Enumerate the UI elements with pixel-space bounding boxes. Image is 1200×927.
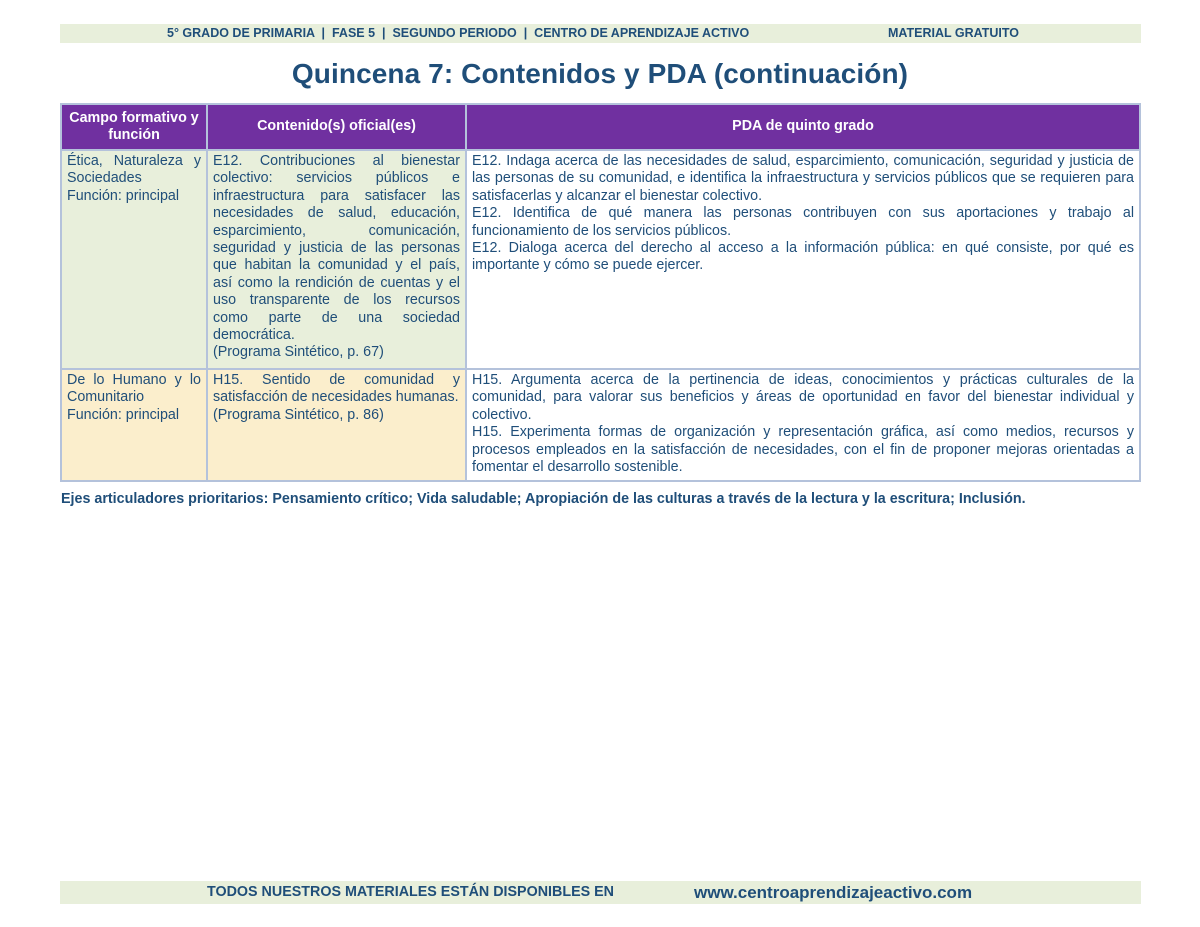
contenido-reference: (Programa Sintético, p. 86) [213,406,384,423]
campo-cell [61,150,207,369]
pda-cell [466,369,1140,481]
free-material-label: MATERIAL GRATUITO [888,26,1020,40]
pda-item: E12. Indaga acerca de las necesidades de salud, esparcimiento, comunicación, seguridad y justicia de las personas de su comunidad, e identifica la infraestructura y servicios públicos que se requieren para satisfacerlas y alcanzar el bienestar colectivo. [472,153,1134,204]
header-bar [60,24,1141,43]
website-link[interactable]: www.centroaprendizajeactivo.com [694,883,973,902]
table-header-row [61,104,1140,150]
contents-table [60,103,1141,482]
header-pda: PDA de quinto grado [466,104,1140,150]
footer-text: TODOS NUESTROS MATERIALES ESTÁN DISPONIBLES EN [207,884,614,900]
campo-name: Ética, Naturaleza y Sociedades [67,153,201,187]
campo-name: De lo Humano y lo Comunitario [67,372,201,406]
footer-bar [60,881,1141,904]
header-campo: Campo formativo y función [61,104,207,150]
campo-function: Función: principal [67,406,180,423]
contenido-cell [207,150,466,369]
pda-item: E12. Dialoga acerca del derecho al acceso a la información pública: en qué consiste, por qué es importante y cómo se puede ejercer. [472,240,1134,274]
campo-function: Función: principal [67,187,180,204]
table-row [61,150,1140,369]
table-row [61,369,1140,481]
header-info: 5° GRADO DE PRIMARIA | FASE 5 | SEGUNDO PERIODO | CENTRO DE APRENDIZAJE ACTIVO [167,26,750,40]
contenido-cell [207,369,466,481]
pda-cell [466,150,1140,369]
contenido-reference: (Programa Sintético, p. 67) [213,344,384,361]
pda-item: E12. Identifica de qué manera las personas contribuyen con sus aportaciones y trabajo al funcionamiento de los servicios públicos. [472,205,1134,239]
pda-item: H15. Experimenta formas de organización y representación gráfica, así como medios, recursos y procesos empleados en la satisfacción de necesidades, con el fin de proponer mejoras orientadas a fomentar el desarrollo sostenible. [472,424,1134,476]
campo-cell [61,369,207,481]
contenido-text: E12. Contribuciones al bienestar colectivo: servicios públicos e infraestructura para satisfacer las necesidades de salud, educación, esparcimiento, comunicación, seguridad y justicia de las personas que habitan la comunidad y el país, así como la rendición de cuentas y el uso transparente de los recursos como parte de una sociedad democrática. [213,153,460,344]
page-title: Quincena 7: Contenidos y PDA (continuación) [291,58,909,89]
ejes-articuladores: Ejes articuladores prioritarios: Pensamiento crítico; Vida saludable; Apropiación de las culturas a través de la lectura y la escritura; Inclusión. [61,491,1026,507]
contenido-text: H15. Sentido de comunidad y satisfacción de necesidades humanas. [213,372,460,406]
pda-item: H15. Argumenta acerca de la pertinencia de ideas, conocimientos y prácticas culturales de la comunidad, para valorar sus beneficios y áreas de oportunidad en favor del bienestar individual y colectivo. [472,372,1134,423]
header-contenido: Contenido(s) oficial(es) [207,104,466,150]
